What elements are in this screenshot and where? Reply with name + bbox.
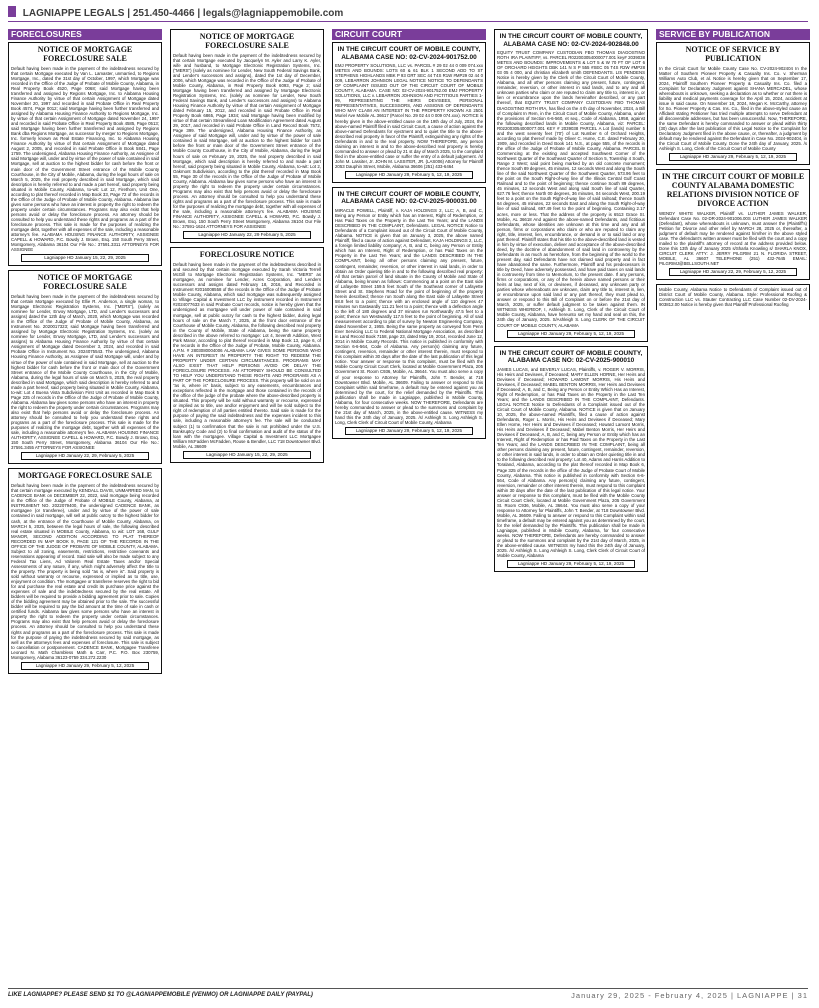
notice-title: NOTICE OF MORTGAGE FORECLOSURE SALE	[199, 32, 295, 50]
publication-dates: Lagniappe HD January 22, 29 February 5, 2025	[183, 231, 311, 239]
notice-title: IN THE CIRCUIT COURT OF MOBILE COUNTY, ALABAMA CASE NO: 02-CV-2025-900031.00	[337, 190, 481, 206]
legal-notice	[494, 346, 648, 573]
column-5	[656, 29, 810, 969]
legal-notice	[8, 270, 162, 464]
notice-title: NOTICE OF MORTGAGE FORECLOSURE SALE	[37, 273, 133, 292]
column-2	[170, 29, 324, 969]
legal-notice	[8, 42, 162, 266]
publication-dates: Lagniappe HD January 29, February 5, 12, 19, 2025	[345, 427, 473, 435]
column-3	[332, 29, 486, 969]
notice-body: Default having been made in the payment of the indebtedness described in and secured by that certain mortgage executed by Sarah Victoria Terrell McGill to Mortgage Electronic Registration Systems, Inc. "MERS" as mortgagee, as nominee for Lender, Acres Corporation, and Lenders successors and assigns dated February 18, 2016, and Recorded in Instrument #2016008558 of the records in the Office of the Judge of Probate Mobile County, Alabama, which said mortgage was subsequently assigned to Village Capital & Investment LLC by instrument recorded in Instrument #2024077633 in said Probate Court records, notice is hereby given that the undersigned as mortgagee will under power of sale contained in said mortgage, sell at public outcry for cash to the highest bidder, during legal hours of sale on the March 7, 2025, at the front door entrance of the Courthouse of Mobile County, Alabama, the following described real property in the County of Mobile, State of Alabama, being the same property described in the above referred to mortgage: Lot 4, Seventh Addition, West Park Manor, according to plat thereof recorded in Map Book 13, page 6, of the records in the Office of the Judge of Probate, Mobile County, Alabama. A.P.N. # 2803080004006 ALABAMA LAW GIVES SOME PERSONS WHO HAVE AN INTEREST IN PROPERTY THE RIGHT TO REDEEM THE PROPERTY UNDER CERTAIN CIRCUMSTANCES. PROGRAMS MAY ALSO EXIST THAT HELP PERSONS AVOID OR DELAY THE FORECLOSURE PROCESS. AN ATTORNEY SHOULD BE CONSULTED TO HELP YOU UNDERSTAND THESE RIGHTS AND PROGRAMS AS A PART OF THE FORECLOSURE PROCESS. This property will be sold on an "as is, where is" basis, subject to any easements, encumbrances and exceptions reflected in the mortgage and those contained in the records of the office of the judge of the probate where the above-described property is situated. This property will be sold without warranty or recourse, expressed or implied as to title, use and/or enjoyment and will be sold subject to the right of redemption of all parties entitled thereto. Said sale is made for the purpose of paying the said indebtedness and the expenses incident to this sale, including a reasonable attorney's fee. The sale will be conducted subject (1) to confirmation that the sale is not prohibited under the U.S. Bankruptcy Code and (2) to final confirmation and audit of the status of the loan with the mortgagee. Village Capital & Investment LLC Mortgagee William McFadden McFadden, Rouse & Bendler, LLC 718 Downtowner Blvd. Mobile, AL 36609	[173, 262, 321, 449]
publication-dates: Lagniappe HD January 22, 29, February 5, 2025	[21, 452, 149, 460]
notice-title: MORTGAGE FORECLOSURE SALE	[18, 471, 152, 481]
publication-dates: Lagniappe HD January 29, February 5, 12, 19, 2025	[345, 171, 473, 179]
notice-body: JAMES LUCAS, and BEVERLY LUCAS, Plaintiffs, v. ROGER V. MORRIS, His Heirs and Devisees, if Deceased; MARY ELLEN HORNE, Her Heirs and Devisees if Deceased; HOWARD LAMONT MORRIS, His Heirs and Devisees, if Deceased; MABEL BENTON MORRIS, Her Heirs and Devisees if Deceased; A, B, and C, Being any Person or Entity Which Has an Interest, Right of Redemption, or has Paid Taxes on the Property in the Last Ten Years; and the LANDS DESCRIBED IN THE COMPLAINT, Defendants. LEGAL NOTICE Notice to Defendants of a Complaint issued out of the Circuit Court of Mobile County, Alabama. NOTICE is given that on January 10, 2025, the above-named Plaintiffs, filed a cause of action against Defendants, Roger L. Morris, His Heirs and Devisees if Deceased; Mary Ellen Horne, Her Heirs and Devisees if Deceased; Howard Lamont Morris, His Heirs and Devisees if Deceased; Mabel Benton Morris, Her Heirs and Devisees if Deceased; A, B, and C, being any Person or Entity which has an Interest, Right of Redemption or has Paid Taxes on the Property in the Last Ten Years; and the LANDS DESCRIBED IN THE COMPLAINT, being all other persons claiming any present, future, contingent, remainder, reversion, or other interest in said lands, in order to obtain an Order quieting title in and to the following described real property: Lot 40, Adams and Harris Addition to Toraland, Alabama, according to the plat thereof recorded in Map Book 6, Page 325 of the records in the office of the Judge of Probate Court of Mobile County, Alabama. This notice is published in conformity with Section 6-6-564, Code of Alabama. Any person(s) claiming any future, contingent, reversion, remainder or other interest therein, must respond to this complaint within 30 days after the date of the last publication of this legal notice. Your answer or response to this complaint, must be filed with the Mobile County Circuit Court Clerk, located at Mobile Government Plaza, 205 Government St. Room C936, Mobile, AL 36644. You must also serve a copy of your response to Attorney for Plaintiffs, John T. Bender, at 718 Downtowner Blvd. Mobile, AL 36609. Failing to answer or respond to this Complaint within said timeframe, a default may be entered against you as determined by the court, for the relief demanded by the Plaintiffs. This publication shall be made in Lagniappe, published in Mobile County, Alabama, for four consecutive weeks. NOW THEREFORE, Defendants are hereby commanded to answer or plead to the summons and complaint by the 21st day of March, 2025, in the above-entitled cause. WITNESS my hand this the 24th day of January, 2025. /s/ Ashleigh S. Long Ashleigh S. Long, Clerk Clerk of Circuit Court of Mobile County, Alabama	[497, 366, 645, 559]
footer-issue-date: January 29, 2025 - February 4, 2025 | LAGNIAPPE | 31	[571, 991, 808, 1000]
notice-body: Default having been made in the payment of the indebtedness secured by that certain Mortgage executed by Van L. Lamaster, unmarried, to Regions Mortgage, Inc., dated the 31st day of October, 1997, which Mortgage was recorded in the Office of the Judge of Probate of Mobile County, Alabama, in Real Property Book 4520, Page 0068; said Mortgage having been transferred and assigned by Regions Mortgage, Inc. to Alabama Housing Finance Authority by virtue of that certain Assignment of Mortgage dated November 20, 1997 and recorded in said Probate Office in Real Property Book 4574, Page 0012; said Mortgage having been further transferred and assigned by Alabama Housing Finance Authority to Regions Mortgage, Inc. by virtue of that certain Assignment of Mortgage dated November 24, 1997 and recorded in said Probate Office in Real Property Book 4585, Page 0513; said Mortgage having been further transferred and assigned by Regions Bank dba Regions Mortgage, as successor by merger to Regions Mortgage, Inc. formerly known as Real Estate Financing, Inc. to Alabama Housing Finance Authority by virtue of that certain Assignment of Mortgage dated August 2, 2005, and recorded in said Probate Office in Book 5841, Page 1759. The undersigned, Alabama Housing Finance Authority, as Assignee of said Mortgage will, under and by virtue of the power of sale contained in said Mortgage, sell at auction to the highest bidder for cash before the front or main door of the Government Street entrance of the Mobile County Courthouse, in the City of Mobile, Alabama, during the legal hours of sale on March 5, 2025, the real property described in said Mortgage, which said description is hereby referred to and made a part hereof, said property being situated in Mobile County, Alabama, to-wit: Lot 12, Firethorn, Unit One, according to plat thereof recorded in Map Book 33, Page 72 of the records in the Office of the Judge of Probate of Mobile County, Alabama. Alabama law gives some persons who have an interest in property the right to redeem the property under certain circumstances. Programs may also exist that help persons avoid or delay the foreclosure process. An attorney should be consulted to help you understand these rights and programs as a part of the foreclosure process. This sale is made for the purposes of realizing the mortgage debt, together with all expenses of the sale, including a reasonable attorney's fee. ALABAMA HOUSING FINANCE AUTHORITY, ASSIGNEE CAPELL & HOWARD, P.C. Bowdy J. Brown, Esq. 150 South Perry Street, Montgomery, Alabama 36104 Our File No.: 37591.3311 ATTORNEYS FOR ASSIGNEE	[11, 65, 159, 253]
page-footer	[8, 988, 808, 1003]
notice-body: EMJ PROPERTY SOLUTIONS, LLC vs. PARCEL # 29 02 44 0 009 074.xxx METES AND BOUNDS: LOTS 60 & 61 BLK 1 SECOND ADD TO ST STEPHENS HIGHLANDS MBK P 93 GRT SEC 44 T4S R1W #MP29 02 44 0 009, LEBARRON JOHNSON LEGAL NOTICE NOTICE TO DEFENDANTS OF COMPLAINT ISSUED OUT OF THE CIRCUIT COURT OF MOBILE COUNTY, ALABAMA. CASE NO: 02-CV-2024-901752.00 EMJ PROPERTY SOLUTIONS, LLC v. LEBARRON JOHNSON AND FICTITIOUS PARTIES 1-99, REPRESENTING THE HEIRS DEVISEES, PERSONAL REPRESENTATIVES, SUCCESSORS, AND ASSIGNS OF DEFENDANTS WHO MAY CLAIM AN INTEREST IN THE PROPERTY KNOWN AS 2501 Muriel Ave Mobile AL 36617 (Parcel No. 29 02 44 0 009 074.xxx). NOTICE is hereby given in the above-entitled cause on the 19th day of July, 2024, the above-named Plaintiff filed in said Circuit Court, a cause of action against the above-named Defendants for ejectment and to quiet the title to the above-described real property in favor of the Plaintiff, extinguishing any rights of the Defendants in and to the real property. NOW THEREFORE, any person claiming an interest in and to the above-described real property is hereby commanded to answer or plead by 21 st day of March 2025, to the complaint filed in the above-entitled case or suffer the entry of a default judgement. /s/ John M. Lassiter, Jr. JOHN M. LASSITER, JR. (LAS006) Attorney for Plaintiff 2053 Dauphin Street, Mobile, Alabama 36606 (251) 433-6464	[335, 63, 483, 169]
notice-body: Mobile County, Alabama Notice to Defendants of Complaint issued out of District Court of Mobile County, Alabama. Style: Professional Roofing & Construction LLC vs. Stauter Contracting LLC Case Number 02-DV-2024-903812.00 Notice is hereby given that Plaintiff Professional Roofing	[659, 287, 807, 308]
notice-body: Default having been made in the payment of the indebtedness secured by that certain Mortgage executed by Ellie R. Anderson, a single woman, to Mortgage Electronic Registration Systems, Inc. ("MERS"), (solely as nominee for Lender, Envoy Mortgage, LTD, and Lender's successors and assigns) dated the 12th day of March, 2020, which Mortgage was recorded in the Office of the Judge of Probate of Mobile County, Alabama, as Instrument No. 2020017323; said Mortgage having been transferred and assigned by Mortgage Electronic Registration Systems, Inc. (solely as nominee for Lender, Envoy Mortgage, LTD, and Lender's successors and assigns) to Alabama Housing Finance Authority by virtue of that certain Assignment of Mortgage dated December 3, 2024, and recorded in said Probate Office in Instrument No. 2024075543. The undersigned, Alabama Housing Finance Authority, as Assignee of said Mortgage will, under and by virtue of the power of sale contained in said Mortgage, sell at auction to the highest bidder for cash before the front or main door of the Government Street entrance of the Mobile County Courthouse, in the City of Mobile, Alabama, during the legal hours of sale on March 5, 2025, the real property described in said Mortgage, which said description is hereby referred to and made a part hereof, said property being situated in Mobile County, Alabama, to-wit: Lot 4 Buena Vista Subdivision First Unit as recorded in Map Book 5 Page 225 of records in the Office of the Judge of Probate of Mobile County, Alabama. Alabama law gives some persons who have an interest in property the right to redeem the property under certain circumstances. Programs may also exist that help persons avoid or delay the foreclosure process. An attorney should be consulted to help you understand these rights and programs as a part of the foreclosure process. This sale is made for the purposes of realizing the mortgage debt, together with all expenses of the sale, including a reasonable attorney's fee. ALABAMA HOUSING FINANCE AUTHORITY, ASSIGNEE CAPELL & HOWARD, P.C. Bowdy J. Brown, Esq. 150 South Perry Street, Montgomery, Alabama 36104 Our File No.: 37591.3455 ATTORNEYS FOR ASSIGNEE	[11, 293, 159, 451]
footer-donation-line: LIKE LAGNIAPPE? PLEASE SEND $1 TO @LAGNIAPPEMOBILE (VENMO) OR LAGNIAPPE DAILY (PAYPAL)	[8, 992, 313, 998]
section-circuit-court: CIRCUIT COURT	[332, 29, 486, 40]
publication-dates: Lagniappe HD January 22, 29, February 5, 12, 2025	[669, 268, 797, 276]
notice-title: IN THE CIRCUIT COURT OF MOBILE COUNTY, ALABAMA CASE NO: 02-CV-2024-901752.00	[337, 46, 481, 61]
publication-dates: Lagniappe HD January 29, February 5, 12, 19, 2025	[507, 330, 635, 338]
publication-dates: Lagniappe HD January 29, February 5, 12, 19, 2025	[507, 560, 635, 568]
notice-body: MIRACLE POWELL, Plaintiff, v. KAJA HOLDINGS 2, LLC; A, B, and C, Being any Person or Entity which has an Interest, Right of Redemption, or Has Paid Taxes on the Property in the Last Ten Years; and the LANDS DESCRIBED IN THE COMPLAINT, Defendants. LEGAL NOTICE Notice to Defendants of a Complaint issued out of the Circuit Court of Mobile County, Alabama. NOTICE is given that on January 3, 2025, the above named Plaintiff, filed a cause of action against Defendant, KAJA HOLDINGS 2, LLC, a foreign limited liability company; A, B, and C, being any Person or Entity which has an Interest, Right of Redemption, or has Paid Taxes on the Property in the Last Ten Years; and the LANDS DESCRIBED IN THE COMPLAINT, being all other persons claiming any present, future, contingent, remainder, reversion, or other interest in said lands, in order to obtain an Order quieting title in and to the following described real property: All that certain parcel of land situate in the County of Mobile and State of Alabama, being known as follows: Commencing at a point on the East side of Lafayette Street 159.5 feet South of the Southeast corner of Lafayette Street and St. Stephens Road for the point of beginning of the property herein described; thence run South along the East side of Lafayette Street 58.8 feet to a point; thence with an enclosed angle of 110 degrees 47 minutes run Eastwardly 111.21 feet to a point; thence with a deflection angle to the left of 180 degrees and 37 minutes run Northwardly 47.5 feet to a point; thence run Westwardly 117.5 feet to the point of beginning. All of said measurement according to plat of survey by Newton Engineering Company, dated November 2, 1955. Being the same property as conveyed from Penn Ever Servicing LLC to Federal National Mortgage Association, as described in Land Record Book 7158, page 23, dated May 19, 2014, recorded June 12, 2014 in Mobile County Records. This notice is published in conformity with Section 6-6-564, Code of Alabama. Any person(s) claiming any future, contingent, reversion, remainder or other interest therein, must respond to this complaint within 30 days after the date of the last publication of this legal notice. Your answer or response to this complaint, must be filed with the Mobile County Circuit Court Clerk, located at Mobile Government Plaza, 205 Government St. Room C936, Mobile, AL 36644. You must also serve a copy of your response to Attorney for Plaintiffs, John T. Bender, at 718 Downtowner Blvd. Mobile, AL 36609. Failing to answer or respond to this Complaint within said timeframe, a default may be entered against you as determined by the court, for the relief demanded by the Plaintiffs. This publication shall be made in Lagniappe, published in Mobile County, Alabama, for four consecutive weeks. NOW THEREFORE, Defendants are hereby commanded to answer or plead to the summons and complaint by the 21st day of March, 2025, in the above-entitled cause. WITNESS my hand this the 24th day of January, 2025. /s/ Ashleigh S. Long Ashleigh S. Long, Clerk Clerk of Circuit Court of Mobile County, Alabama	[335, 207, 483, 425]
section-service-by-publication: SERVICE BY PUBLICATION	[656, 29, 810, 40]
notice-body: WENDY WHITE WALKER, Plaintiff vs. LUTHER JAMES WALKER, Defendant Case No. 02-DR-2024-901006.00S LUTHER JAMES WALKER (Defendant), whose whereabouts is unknown, must answer the (Plaintiff's) Petition for Divorce and other relief by MARCH 28, 2025 or, thereafter, a judgment of default may be rendered against him/her in the above styled case. The defendant's written answer must be filed with the court and a copy mailed to the plaintiff's attorney of record at the address provided below. Done this 13th day of January 2025 s/Sharla Knowling s/ SHARLA KNOX, CIRCUIT CLERK ATTY: J. JERRY PILGRIM 21 N. FLORIDA STREET, MOBILE, AL 36607 TELEPHONE (251) 432-7645 EMAIL: PILGRIMJ@BELLSOUTH.NET	[659, 210, 807, 267]
legal-notice	[170, 247, 324, 463]
header-accent-bar	[8, 6, 16, 17]
notice-title: NOTICE OF SERVICE BY PUBLICATION	[685, 45, 781, 63]
publication-dates: Lagniappe HD January 29, February 5, 12, 2025	[21, 662, 149, 670]
notice-body: EQUITY TRUST COMPANY CUSTODIAN FBO THOMAS DIAGOSTINO ROTH IRA PLAINTIFF, vs. PARCEL R022003054000077.001 key# 2039038 METES AND BOUNDS: IMPROVEMENTS & LOT 5 & W 70 FT OF LOT 6 OF ORCHARD HEIGHTS DBK 141 N S P 555 #SEC 05 T4S R2W #MP28 03 05 4 000, and christian elizabeth smith DEFENDANTS. LIS PENDENS Notice is hereby given by the Clerk of the Circuit Court of Mobile County, Alabama, and all other persons claiming any present, future, contingent, remainder, reversion, or other interest in said lands, and to any and all unknown parties who claim or are reputed to claim any title to, interest in, or lien or encumbrance upon the lands hereinafter described, or any part thereof, that EQUITY TRUST COMPANY CUSTODIAN FBO THOMAS DIAGOSTINO ROTH IRA, has filed on the 4 th day of November, 2024, a Bill of Complaint In Rem, in the Circuit Court of Mobile County, Alabama, under the provisions of Section 6-6-560, et seq., Code of Alabama, 1958, against the following described lands in Mobile County, Alabama, viz: PARCEL: R022003054000077.001 KEY # 2039038 PARCEL A Lot (lands) number 5 and the west seventy feet (70') of Lot Number 6 of Orchard Heights, according to plat thereof made by Oliver C. Hume, C.E. dated February 20, 1909, and recorded in Deed Book 141 N.S., at page 555, of the records in the office of the Judge of Probate of Mobile County, Alabama. PARCEL B Commencing at the existing and accepted Southwest Corner of the Northwest Quarter of the Southeast Quarter of Section 5, Township 4 South, Range 2 West; said point being marked by an old concrete monument; thence South 89 degrees, 45 minutes, 12 seconds West and along the South line of the said Northwest Quarter of the Southwest Quarter, 573.96 feet to the point on the South Right-of-way line of the Illinois Central Gulf Coast Railroad and to the point of beginning; thence continue South 89 degrees, 45 minutes, 12 seconds West and along said South line of said Quarter, 627.76 feet; thence North 00 degrees, 36 minutes, 04 seconds West, 200.19 feet to a point on the South Right-of-way line of said railroad; thence South 64 degrees, 45 minutes, 22 seconds East and along the South Right-of-way line of said railroad, 697.49 feet to the point of beginning. Containing 2.17 acres, more or less. That the address of the property is 6513 Grace St. Mobile, AL 36618 And against the above-named Defendants, and fictitious Defendants, whose identities are unknown at this time and any and all person, firms or corporations who claim or who are reputed to claim any right, title, interest, lien, encumbrance, or demand in or to said land or any part thereof. Plaintiff states that his title to the above-described land is vested in him by virtue of execution, deliver and acceptance of the above-described deed, by the doctrine of abandonment of said land in controversy by the Defendants in as much as heretofore, from the beginning of the world to the present day, said Defendants have not claimed said property and in fact have abandoned the same. Furthermore, Plaintiff and his predecessors in title by Deed, have adversely possessed, and have paid taxes on said lands in controversy from time to Memorium, to the present date. If any persons, firms or corporations, or any of the herein above named persons or their heirs at law, next of kin, or devisees, if deceased, any unknown party or parties whose whereabouts are unknown, claim any title to, interest in, lien, or encumbrance upon said land or any part thereof, they must plead to, answer or respond to this Bill of Complaint on or before the 21st day of March, 2025, or suffer default judgment to be taken against them. IN WITNESS WHEREOF, I, Ashleigh S. Long, Clerk of the Circuit Court of Mobile County, Alabama, have hereunto set my hand and seal on this, the 24th day of January, 2025. S/Ashleigh S. Long CLERK OF THE CIRCUIT COURT OF MOBILE COUNTY, ALABAMA	[497, 50, 645, 328]
legal-notice	[656, 169, 810, 280]
notice-title: IN THE CIRCUIT COURT OF MOBILE COUNTY, ALABAMA CASE NO: 02-CV-2024-902848.00	[499, 33, 643, 48]
legal-notice	[656, 42, 810, 165]
header-phone: 251.450-4466	[132, 8, 195, 19]
section-foreclosures: FORECLOSURES	[8, 29, 162, 40]
publication-dates: Lagniappe HD January 15, 22, 29, 2025	[21, 254, 149, 262]
legal-notice	[656, 284, 810, 310]
legal-notice	[494, 29, 648, 342]
publication-dates: Lagniappe HD January 15, 22, 29, 2025	[183, 451, 311, 459]
notice-body: Default having been made in the payment of the indebtedness secured by that certain Mortgage executed by Jacquelyn M. Ayler and Larry K. Ayler, wife and husband, to Mortgage Electronic Registration Systems, Inc. ("MERS") (solely as nominee for Lender, New South Federal Savings Bank, and Lender's successors and assigns), dated the 1st day of December, 2006, which Mortgage was recorded in the Office of the Judge of Probate of Mobile County, Alabama, in Real Property Book 6093, Page 2; said Mortgage having been transferred and assigned by Mortgage Electronic Registration Systems, Inc. (solely as nominee for Lender, New South Federal Savings Bank, and Lender's successors and assigns) to Alabama Housing Finance Authority by virtue of that certain Assignment of Mortgage dated February 15, 2012, and recorded in said Probate Office in Real Property Book 6865, Page 1934; said Mortgage having been modified by virtue of that certain Streamlined Loan Modification Agreement dated August 29, 2017, and recorded in said Probate Office in Land Record Book 7572, Page 399. The undersigned, Alabama Housing Finance Authority, as Assignee of said Mortgage will, under and by virtue of the power of sale contained in said Mortgage, sell at auction to the highest bidder for cash before the front or main door of the Government Street entrance of the Mobile County Courthouse, in the City of Mobile, Alabama, during the legal hours of sale on February 19, 2025, the real property described in said Mortgage, which said description is hereby referred to and made a part hereof, said property being situated in Mobile County, Alabama, to-wit: Lot 2, Oakmont Subdivision, according to the plat thereof recorded in Map Book 55, Page 30 of the records in the Office of the Judge of Probate of Mobile County, Alabama. Alabama law gives some persons who have an interest in property the right to redeem the property under certain circumstances. Programs may also exist that help persons avoid or delay the foreclosure process. An attorney should be consulted to help you understand these rights and programs as a part of the foreclosure process. This sale is made for the purposes of realizing the mortgage debt, together with all expenses of the sale, including a reasonable attorney's fee. ALABAMA HOUSING FINANCE AUTHORITY, ASSIGNEE CAPELL & HOWARD, P.C. Bowdy J. Brown, Esq. 150 South Perry Street Montgomery, Alabama 36104 Our File No.: 37591-1624 ATTORNEYS FOR ASSIGNEE	[173, 52, 321, 230]
column-4	[494, 29, 648, 969]
notice-title: IN THE CIRCUIT COURT OF MOBILE COUNTY, ALABAMA CASE NO: 02-CV-2025-900010	[499, 349, 643, 365]
notice-body: In the Circuit Court for Mobile County Case No. CV-2024-902404 In the Matter of Southern Pioneer Property & Casualty Ins. Co. v. Sherman Williams Auto Club, et al. Notice is hereby given that on September 17, 2024, Plaintiff Southern Pioneer Property & Casualty Ins. Co. filed a Complaint for Declaratory Judgment against SHANA MERCADEL, whose whereabouts is unknown, seeking a declaration as to whether or not there is liability and medical payments coverage for the April 15, 2024, accident at issue in said cause. On November 18, 2024, Megan K. McCarthy, attorney for So. Pioneer Property & Cas. Ins. Co., filed in the above-styled cause an Affidavit stating Petitioner has tried multiple attempts to serve Defendant at all discoverable addresses, but has been unsuccessful. Now, THEREFORE, the same Defendant is hereby commanded to answer or plead within thirty (30) days after the last publication of this Legal Notice to the Complaint for Declaratory Judgment filed in the above cause, or, thereafter, a judgment by default may be rendered against the Defendant in Case No. 2024-902404, in the Circuit Court of Mobile County. Done the 24th day of January, 2025. /s Ashleigh S. Long, Clerk of the Circuit Court of Mobile County	[659, 65, 807, 152]
legal-notice	[8, 468, 162, 673]
header-email: legals@lagniappemobile.com	[202, 8, 344, 19]
legal-notice	[332, 42, 486, 183]
publication-dates: Lagniappe HD January 29, February 5, 12, 19, 2025	[669, 153, 797, 161]
notice-title: NOTICE OF MORTGAGE FORECLOSURE SALE	[37, 45, 133, 63]
page-header: LAGNIAPPE LEGALS | 251.450-4466 | legals@lagniappemobile.com	[8, 6, 808, 22]
column-1	[8, 29, 162, 969]
publication-name: LAGNIAPPE LEGALS	[22, 8, 125, 19]
notice-title: IN THE CIRCUIT COURT OF MOBILE COUNTY ALABAMA DOMESTIC RELATIONS DIVISION NOTICE OF DIVORCE ACTION	[661, 172, 805, 208]
notice-title: FORECLOSURE NOTICE	[199, 250, 295, 260]
legal-notice	[332, 187, 486, 439]
notice-body: Default having been made in the payment of the indebtedness secured by that certain mortgage executed by KENDALL DAVIS, UNMARRIED MAN, to CADENCE BANK on DECEMBER 22, 2022, said mortgage being recorded in the Office of the Judge of Probate of MOBILE County, Alabama, at INSTRUMENT NO. 2022079400, the undersigned CADENCE BANK, as mortgagee (or transferee), under and by virtue of the power of sale contained in said mortgage, will sell at public outcry to the highest bidder for cash, at the entrance of the Courthouse of Mobile County, Alabama, on MARCH 5, 2025, between the legal hours of sale, the following described real estate situated in MOBILE County, Alabama, to wit: LOT 168, GULF MANOR, SECOND ADDITION ACCORDING TO PLAT THEREOF RECORDED IN MAP BOOK 9, PAGE 121 OF THE RECORDS IN THE OFFICE OF THE JUDGE OF PROBATE OF MOBILE COUNTY, ALABAMA. Subject to all zoning, easements, restrictions, restrictive covenants and reservations appearing of record. Said sale will also be made subject to any Federal Tax Liens, Ad Valorem Real Estate Taxes and/or Special Assessments of any nature, if any, which might adversely affect the title to the property. The property is being sold "as is, where is". Said property is sold without warranty or recourse, expressed or implied as to title, use, enjoyment or condition. The mortgagee or transferee reserves the right to bid for and purchase the real estate and credit its purchase price against the expenses of sale and the indebtedness secured by the real estate. All bidders will be required to provide a bidding agreement prior to sale. Copies of the bidding agreement may be obtained prior to the sale. The successful bidder will be required to pay the bid amount at the time of sale in cash or certified funds. Alabama law gives some persons who have an interest in property the right to redeem the property under certain circumstances. Programs may also exist that help persons avoid or delay the foreclosure process. An attorney should be consulted to help you understand these rights and programs as a part of the foreclosure process. This sale is made for the purpose of paying the indebtedness secured by said mortgage, as well as the attorneys fees and expenses of foreclosure. This sale is subject to cancellation or postponement. CADENCE BANK, Mortgagee Transferee Leonard N. Math Chambless Math & Carr, P.C. P.O. Box 230759, Montgomery, Alabama 36123-0759 334.272.2230	[11, 483, 159, 660]
legal-notice	[170, 29, 324, 243]
